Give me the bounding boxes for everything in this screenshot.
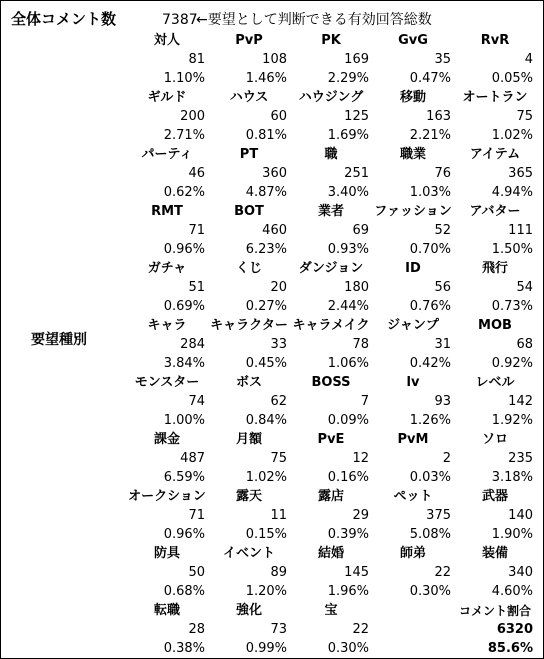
category-count: 2 [442,451,451,466]
category-count: 93 [434,394,451,409]
category-label: 転職 [153,603,180,618]
category-label: 宝 [324,603,338,618]
category-cell [453,31,537,89]
category-percentage: 0.93% [327,242,369,257]
category-count: 125 [344,109,369,124]
category-cell [289,544,373,602]
category-percentage: 0.30% [327,641,369,656]
category-count: 75 [270,451,287,466]
category-percentage: 2.29% [327,71,369,86]
category-cell [125,259,209,317]
category-cell [289,202,373,260]
category-cell [207,316,291,374]
category-count: 12 [352,451,369,466]
category-percentage: 5.08% [409,527,451,542]
category-percentage: 0.30% [409,584,451,599]
category-label: ダンジョン [298,261,364,276]
category-percentage: 0.68% [163,584,205,599]
category-percentage: 6.23% [245,242,287,257]
category-label: 武器 [481,489,508,504]
category-cell [371,88,455,146]
category-label: 装備 [481,546,508,561]
total-count: 7387 [162,12,198,28]
category-count: 20 [270,280,287,295]
category-cell [125,88,209,146]
category-percentage: 1.92% [491,413,533,428]
category-percentage: 3.40% [327,185,369,200]
category-count: 111 [508,223,533,238]
category-percentage: 6.59% [163,470,205,485]
category-percentage: 1.69% [327,128,369,143]
category-percentage: 0.73% [491,299,533,314]
category-count: 50 [188,565,205,580]
category-row [1,202,544,260]
category-count: 78 [352,337,369,352]
category-label: キャラメイク [292,318,370,333]
category-count: 375 [426,508,451,523]
category-percentage: 0.84% [245,413,287,428]
category-percentage: 0.27% [245,299,287,314]
category-count: 180 [344,280,369,295]
category-count: 22 [434,565,451,580]
category-percentage: 0.09% [327,413,369,428]
category-label: 職 [324,147,338,162]
category-label: PT [239,147,259,162]
category-count: 11 [270,508,287,523]
category-label: レベル [475,375,515,390]
category-count: 142 [508,394,533,409]
category-count: 74 [188,394,205,409]
category-cell [289,373,373,431]
category-label: 職業 [399,147,426,162]
category-count: 29 [352,508,369,523]
category-cell [453,202,537,260]
category-row [1,145,544,203]
category-row [1,316,544,374]
category-label: RvR [480,33,510,48]
category-percentage: 1.02% [245,470,287,485]
category-count: 51 [188,280,205,295]
category-percentage: 4.87% [245,185,287,200]
category-label: 業者 [317,204,344,219]
category-cell [207,487,291,545]
category-label: ジャンプ [387,318,439,333]
category-percentage: 0.99% [245,641,287,656]
category-label: ガチャ [147,261,187,276]
category-count: 108 [262,52,287,67]
comment-ratio-cell [453,601,537,659]
category-label: 課金 [153,432,180,447]
category-label: ペット [393,489,433,504]
category-label: オートラン [462,90,528,105]
category-row [1,601,544,659]
category-count: 73 [270,622,287,637]
category-label: PvM [397,432,429,447]
category-cell [289,145,373,203]
category-percentage: 0.81% [245,128,287,143]
category-count: 35 [434,52,451,67]
category-cell [453,88,537,146]
category-count: 46 [188,166,205,181]
category-percentage: 0.42% [409,356,451,371]
category-cell [207,259,291,317]
category-cell [125,373,209,431]
category-cell [125,601,209,659]
category-percentage: 2.21% [409,128,451,143]
category-cell [289,88,373,146]
category-cell [207,202,291,260]
category-percentage: 0.69% [163,299,205,314]
category-percentage: 0.96% [163,242,205,257]
category-label: GvG [398,33,428,48]
category-percentage: 0.03% [409,470,451,485]
category-cell [125,202,209,260]
category-percentage: 1.06% [327,356,369,371]
category-count: 7 [360,394,369,409]
category-percentage: 0.05% [491,71,533,86]
category-percentage: 1.50% [491,242,533,257]
category-percentage: 4.60% [491,584,533,599]
category-count: 340 [508,565,533,580]
category-percentage: 1.00% [163,413,205,428]
category-label: ID [405,261,421,276]
category-label: オークション [128,489,206,504]
category-count: 28 [188,622,205,637]
category-cell [371,430,455,488]
comment-ratio-label: コメント割合 [458,604,531,618]
category-percentage: 0.62% [163,185,205,200]
category-percentage: 0.16% [327,470,369,485]
category-count: 52 [434,223,451,238]
category-label: PvE [317,432,345,447]
category-label: イベント [222,546,275,561]
category-cell [371,316,455,374]
category-label: ボス [235,375,262,390]
category-label: ハウジング [298,90,364,105]
category-label: lv [406,375,420,390]
category-count: 145 [344,565,369,580]
category-percentage: 1.46% [245,71,287,86]
category-label: 移動 [399,90,426,105]
category-count: 60 [270,109,287,124]
category-label: PK [321,33,341,48]
category-count: 140 [508,508,533,523]
category-count: 62 [270,394,287,409]
category-label: 防具 [153,546,180,561]
category-percentage: 0.70% [409,242,451,257]
category-cell [125,487,209,545]
category-cell [125,145,209,203]
comment-ratio-count: 6320 [496,622,533,637]
category-cell [453,487,537,545]
category-cell [125,31,209,89]
category-row [1,373,544,431]
comment-ratio-percentage: 85.6% [487,641,533,656]
sheet-title: 全体コメント数 [11,10,117,28]
category-label: 露天 [235,489,262,504]
category-count: 22 [352,622,369,637]
category-row [1,430,544,488]
category-percentage: 4.94% [491,185,533,200]
category-percentage: 0.76% [409,299,451,314]
category-cell [289,430,373,488]
category-cell [207,373,291,431]
category-row [1,259,544,317]
category-label: BOSS [311,375,351,390]
category-cell [289,31,373,89]
category-label: キャラクター [210,318,288,333]
category-cell [453,373,537,431]
category-cell [453,259,537,317]
category-cell [453,316,537,374]
category-row [1,88,544,146]
category-cell [371,373,455,431]
category-count: 235 [508,451,533,466]
category-count: 56 [434,280,451,295]
category-count: 163 [426,109,451,124]
category-cell [453,145,537,203]
category-label: 飛行 [481,261,508,276]
category-percentage: 0.96% [163,527,205,542]
category-count: 360 [262,166,287,181]
category-label: アイテム [469,147,521,162]
category-cell [207,31,291,89]
category-count: 284 [180,337,205,352]
category-cell [453,430,537,488]
category-percentage: 2.71% [163,128,205,143]
category-label: 露店 [317,489,344,504]
category-label: MOB [478,318,512,333]
category-cell [289,259,373,317]
category-percentage: 3.18% [491,470,533,485]
category-percentage: 0.45% [245,356,287,371]
category-percentage: 1.20% [245,584,287,599]
category-cell [207,88,291,146]
category-count: 71 [188,223,205,238]
category-label: 月額 [235,432,262,447]
category-percentage: 0.15% [245,527,287,542]
category-label: アバター [469,204,521,219]
category-cell [289,316,373,374]
category-percentage: 1.96% [327,584,369,599]
category-cell [125,430,209,488]
category-label: ソロ [481,432,508,447]
category-count: 31 [434,337,451,352]
category-count: 54 [516,280,533,295]
category-label: BOT [234,204,264,219]
category-cell [207,145,291,203]
category-cell [371,487,455,545]
category-percentage: 0.39% [327,527,369,542]
category-cell [207,601,291,659]
category-cell [207,430,291,488]
category-percentage: 1.02% [491,128,533,143]
category-percentage: 1.90% [491,527,533,542]
category-cell [371,145,455,203]
category-label: 強化 [235,603,262,618]
category-cell [371,544,455,602]
category-percentage: 3.84% [163,356,205,371]
category-label: モンスター [134,375,200,390]
category-count: 81 [188,52,205,67]
category-count: 251 [344,166,369,181]
category-cell [289,487,373,545]
category-cell [453,544,537,602]
category-label: 対人 [153,33,180,48]
category-label: ファッション [374,204,452,219]
category-count: 365 [508,166,533,181]
category-row [1,487,544,545]
category-count: 71 [188,508,205,523]
category-count: 4 [524,52,533,67]
category-row [1,544,544,602]
category-label: くじ [235,261,262,276]
category-count: 69 [352,223,369,238]
category-label: 師弟 [399,546,426,561]
category-count: 68 [516,337,533,352]
category-cell [371,259,455,317]
category-cell [207,544,291,602]
section-label: 要望種別 [31,332,87,348]
total-note: ←要望として判断できる有効回答総数 [196,12,432,28]
category-label: キャラ [147,318,187,333]
category-cell [125,544,209,602]
category-count: 200 [180,109,205,124]
category-count: 33 [270,337,287,352]
category-percentage: 1.10% [163,71,205,86]
category-cell [125,316,209,374]
category-label: パーティ [141,147,193,162]
category-percentage: 2.44% [327,299,369,314]
category-count: 487 [180,451,205,466]
category-percentage: 1.26% [409,413,451,428]
category-label: 結婚 [317,546,344,561]
category-percentage: 0.38% [163,641,205,656]
category-percentage: 0.47% [409,71,451,86]
category-count: 75 [516,109,533,124]
category-label: PvP [235,33,263,48]
category-label: RMT [151,204,183,219]
category-cell [371,202,455,260]
category-count: 169 [344,52,369,67]
category-count: 89 [270,565,287,580]
category-count: 460 [262,223,287,238]
category-count: 76 [434,166,451,181]
category-label: ハウス [229,90,269,105]
category-percentage: 0.92% [491,356,533,371]
category-cell [289,601,373,659]
category-cell [371,31,455,89]
category-row [1,31,544,89]
category-percentage: 1.03% [409,185,451,200]
category-label: ギルド [147,90,187,105]
